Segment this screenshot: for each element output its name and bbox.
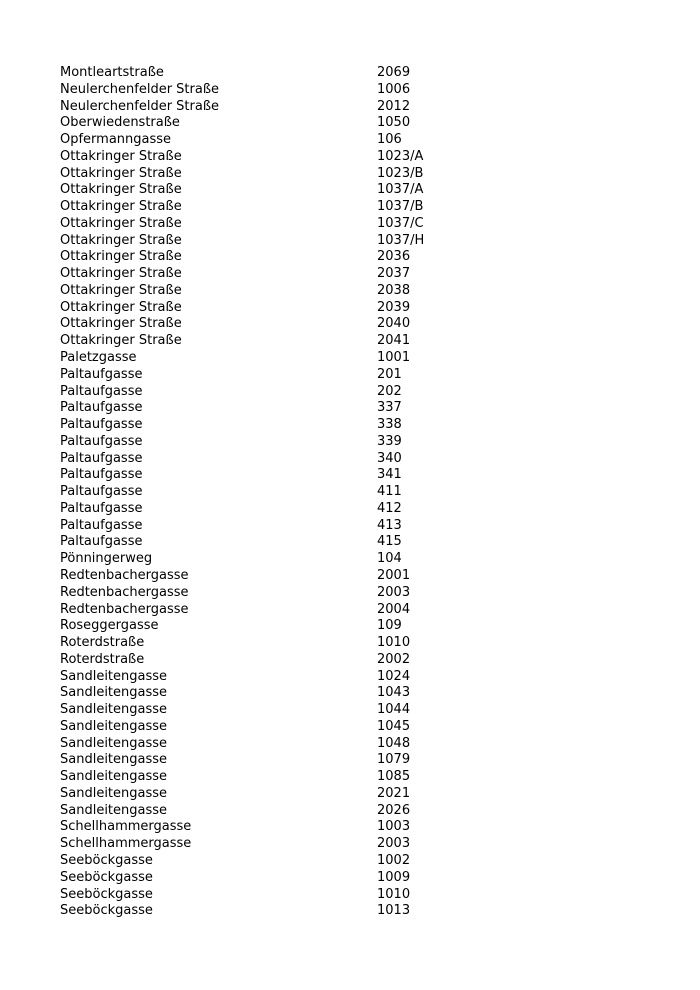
street-name: Schellhammergasse [60,819,192,835]
house-number: 106 [377,132,402,148]
street-name: Paltaufgasse [60,517,143,533]
house-number: 1013 [377,903,411,919]
list-item [60,434,660,451]
house-number: 1006 [377,81,411,97]
list-item [60,82,660,99]
list-item [60,132,660,149]
street-name: Sandleitengasse [60,785,168,801]
house-number: 2040 [377,316,411,332]
house-number: 1037/A [377,182,424,198]
list-item [60,233,660,250]
list-item [60,819,660,836]
street-name: Paltaufgasse [60,400,143,416]
list-item [60,417,660,434]
street-name: Sandleitengasse [60,685,168,701]
list-item [60,887,660,904]
street-name: Roterdstraße [60,635,145,651]
list-item [60,501,660,518]
list-item [60,786,660,803]
house-number: 1024 [377,668,411,684]
list-item [60,568,660,585]
street-name: Paltaufgasse [60,450,143,466]
house-number: 2003 [377,836,411,852]
house-number: 1010 [377,635,411,651]
list-item [60,635,660,652]
house-number: 2004 [377,601,411,617]
street-name: Ottakringer Straße [60,215,182,231]
house-number: 340 [377,450,402,466]
house-number: 202 [377,383,402,399]
list-item [60,300,660,317]
house-number: 201 [377,366,402,382]
street-name: Paltaufgasse [60,433,143,449]
street-name: Ottakringer Straße [60,199,182,215]
house-number: 2026 [377,802,411,818]
street-name: Redtenbachergasse [60,567,189,583]
list-item [60,602,660,619]
list-item [60,752,660,769]
list-item [60,685,660,702]
street-name: Oberwiedenstraße [60,115,180,131]
street-name: Sandleitengasse [60,802,168,818]
house-number: 412 [377,500,402,516]
house-number: 1043 [377,685,411,701]
list-item [60,333,660,350]
house-number: 109 [377,618,402,634]
address-list [60,65,660,920]
list-item [60,669,660,686]
list-item [60,99,660,116]
street-name: Ottakringer Straße [60,333,182,349]
list-item [60,350,660,367]
street-name: Paltaufgasse [60,417,143,433]
house-number: 2038 [377,282,411,298]
house-number: 2021 [377,785,411,801]
house-number: 1002 [377,852,411,868]
street-name: Paltaufgasse [60,484,143,500]
list-item [60,853,660,870]
list-item [60,166,660,183]
list-item [60,836,660,853]
list-item [60,585,660,602]
list-item [60,652,660,669]
street-name: Sandleitengasse [60,752,168,768]
list-item [60,719,660,736]
house-number: 1001 [377,350,411,366]
street-name: Sandleitengasse [60,702,168,718]
list-item [60,769,660,786]
house-number: 1037/H [377,232,425,248]
street-name: Roseggergasse [60,618,159,634]
street-name: Paletzgasse [60,350,137,366]
house-number: 1085 [377,769,411,785]
house-number: 1050 [377,115,411,131]
house-number: 1003 [377,819,411,835]
street-name: Redtenbachergasse [60,584,189,600]
street-name: Seeböckgasse [60,903,153,919]
street-name: Ottakringer Straße [60,249,182,265]
house-number: 1023/A [377,148,424,164]
street-name: Sandleitengasse [60,668,168,684]
house-number: 1023/B [377,165,424,181]
house-number: 1048 [377,735,411,751]
list-item [60,400,660,417]
street-name: Ottakringer Straße [60,165,182,181]
street-name: Pönningerweg [60,551,153,567]
street-name: Seeböckgasse [60,886,153,902]
street-name: Paltaufgasse [60,383,143,399]
list-item [60,736,660,753]
house-number: 341 [377,467,402,483]
house-number: 337 [377,400,402,416]
street-name: Opfermanngasse [60,132,172,148]
list-item [60,618,660,635]
list-item [60,249,660,266]
street-name: Sandleitengasse [60,718,168,734]
street-name: Sandleitengasse [60,769,168,785]
street-name: Ottakringer Straße [60,316,182,332]
street-name: Seeböckgasse [60,852,153,868]
house-number: 2012 [377,98,411,114]
list-item [60,182,660,199]
street-name: Paltaufgasse [60,366,143,382]
house-number: 104 [377,551,402,567]
house-number: 1009 [377,869,411,885]
house-number: 2002 [377,651,411,667]
list-item [60,467,660,484]
list-item [60,870,660,887]
street-name: Ottakringer Straße [60,299,182,315]
street-name: Ottakringer Straße [60,232,182,248]
house-number: 339 [377,433,402,449]
list-item [60,199,660,216]
street-name: Neulerchenfelder Straße [60,98,220,114]
house-number: 2001 [377,567,411,583]
house-number: 338 [377,417,402,433]
list-item [60,451,660,468]
street-name: Seeböckgasse [60,869,153,885]
list-item [60,702,660,719]
street-name: Ottakringer Straße [60,182,182,198]
street-name: Schellhammergasse [60,836,192,852]
house-number: 2039 [377,299,411,315]
list-item [60,551,660,568]
list-item [60,316,660,333]
list-item [60,903,660,920]
list-item [60,484,660,501]
house-number: 411 [377,484,402,500]
house-number: 2036 [377,249,411,265]
street-name: Ottakringer Straße [60,266,182,282]
list-item [60,384,660,401]
list-item [60,115,660,132]
street-name: Paltaufgasse [60,500,143,516]
list-item [60,367,660,384]
house-number: 1079 [377,752,411,768]
list-item [60,65,660,82]
house-number: 1045 [377,718,411,734]
street-name: Paltaufgasse [60,467,143,483]
street-name: Montleartstraße [60,65,164,80]
street-name: Neulerchenfelder Straße [60,81,220,97]
list-item [60,518,660,535]
house-number: 2041 [377,333,411,349]
list-item [60,216,660,233]
street-name: Redtenbachergasse [60,601,189,617]
list-item [60,534,660,551]
street-name: Ottakringer Straße [60,282,182,298]
house-number: 2069 [377,65,411,80]
street-name: Ottakringer Straße [60,148,182,164]
list-item [60,283,660,300]
street-name: Paltaufgasse [60,534,143,550]
house-number: 1010 [377,886,411,902]
house-number: 2003 [377,584,411,600]
street-name: Roterdstraße [60,651,145,667]
list-item [60,149,660,166]
house-number: 1037/B [377,199,424,215]
house-number: 415 [377,534,402,550]
street-name: Sandleitengasse [60,735,168,751]
house-number: 413 [377,517,402,533]
house-number: 2037 [377,266,411,282]
list-item [60,803,660,820]
list-item [60,266,660,283]
house-number: 1037/C [377,215,424,231]
house-number: 1044 [377,702,411,718]
